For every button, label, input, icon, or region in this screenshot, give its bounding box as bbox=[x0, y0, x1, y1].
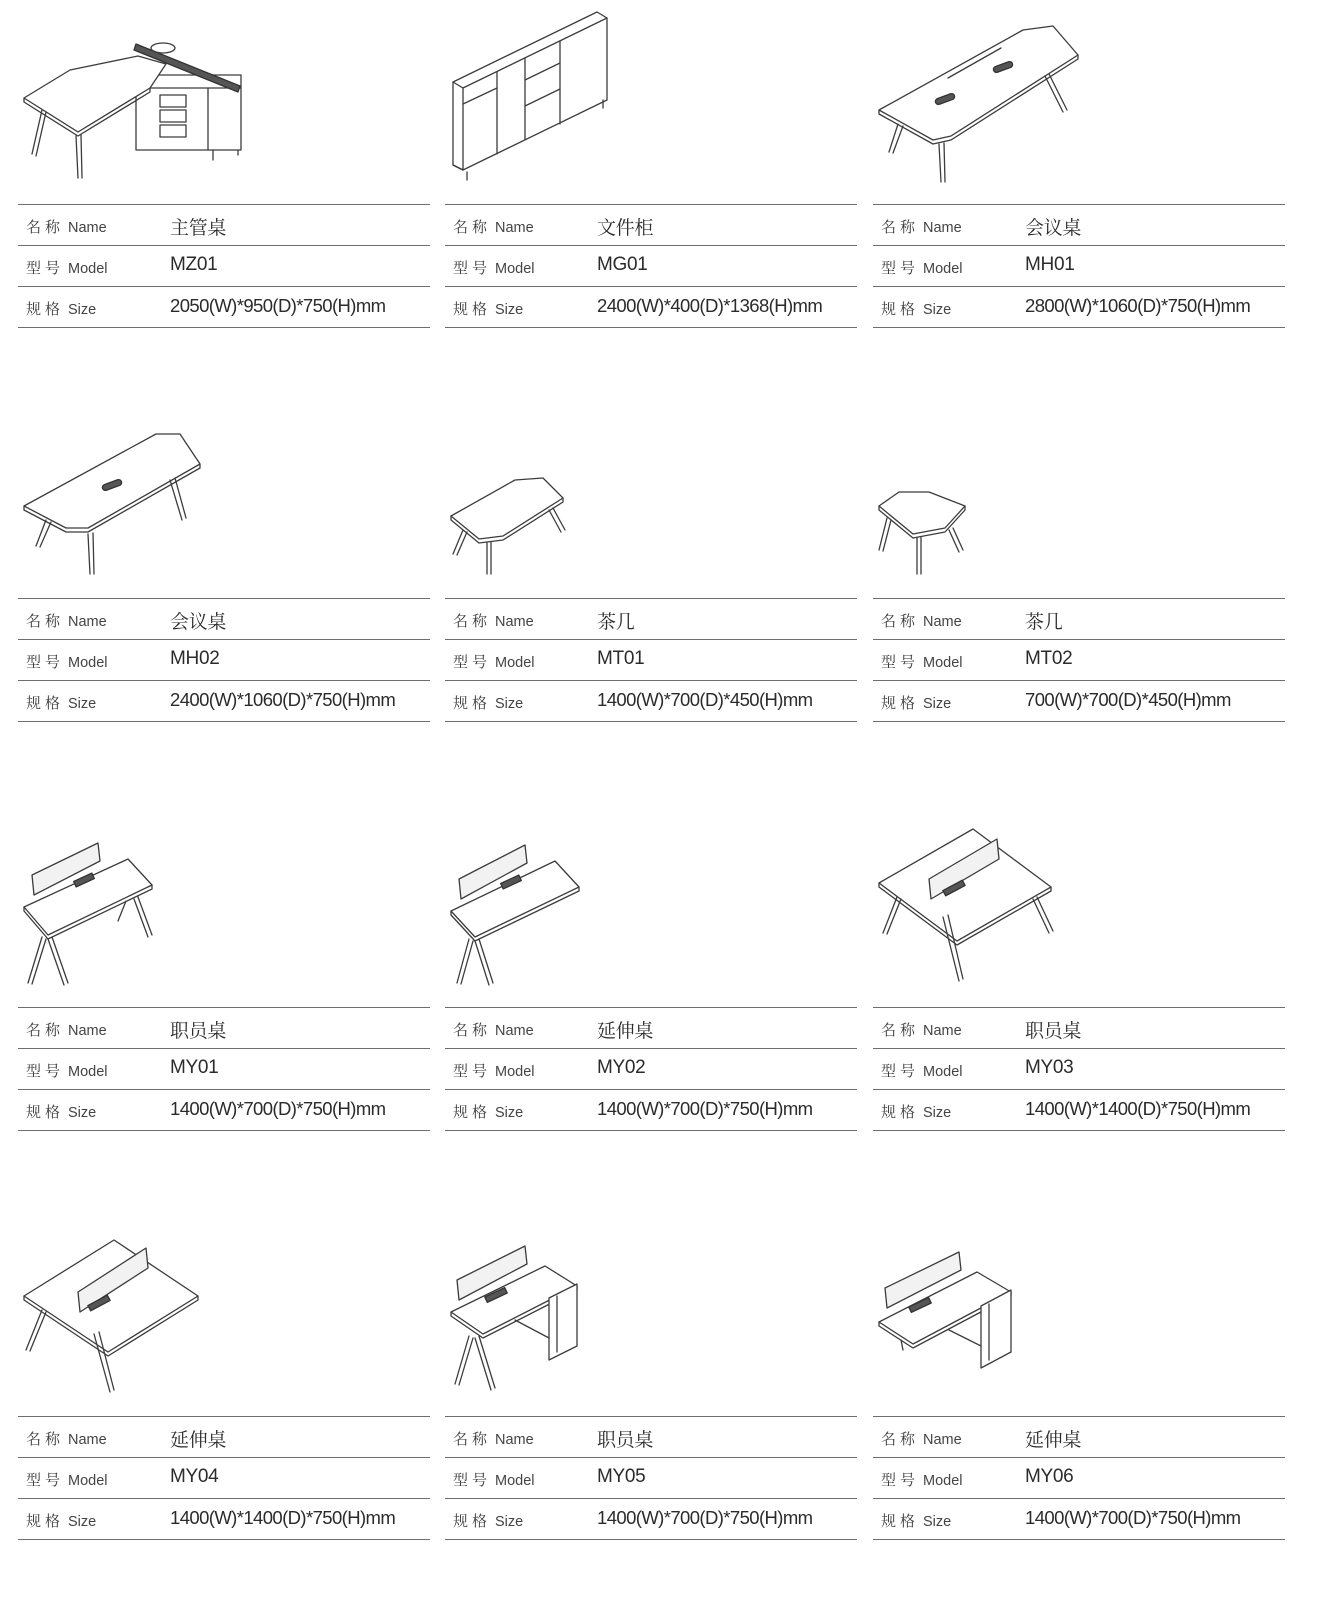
product-size: 1400(W)*700(D)*750(H)mm bbox=[597, 1098, 813, 1119]
product-card bbox=[18, 1212, 430, 1557]
product-card bbox=[445, 1212, 857, 1557]
size-row: 规格 Size 1400(W)*1400(D)*750(H)mm bbox=[18, 1498, 430, 1540]
product-name: 会议桌 bbox=[170, 611, 227, 633]
product-card bbox=[18, 394, 430, 739]
extension-desk-drawing bbox=[445, 803, 857, 1003]
product-model: MT01 bbox=[597, 648, 645, 669]
size-row: 规格 Size 1400(W)*700(D)*750(H)mm bbox=[18, 1089, 430, 1131]
spec-table bbox=[18, 204, 430, 328]
size-row: 规格 Size 1400(W)*1400(D)*750(H)mm bbox=[873, 1089, 1285, 1131]
name-row: 名称 Name 会议桌 bbox=[18, 598, 430, 639]
product-card bbox=[445, 0, 857, 345]
executive-desk-drawing bbox=[18, 0, 430, 200]
product-name: 茶几 bbox=[1025, 611, 1063, 633]
product-model: MY03 bbox=[1025, 1057, 1074, 1078]
product-size: 700(W)*700(D)*450(H)mm bbox=[1025, 689, 1231, 710]
model-row: 型号 Model MH01 bbox=[873, 245, 1285, 286]
product-card bbox=[873, 394, 1285, 739]
product-name: 职员桌 bbox=[1025, 1020, 1082, 1042]
model-row: 型号 Model MY04 bbox=[18, 1457, 430, 1498]
staff-desk-drawing bbox=[18, 803, 430, 1003]
spec-table bbox=[445, 1007, 857, 1131]
spec-table bbox=[445, 598, 857, 722]
extension-desk-with-pedestal-drawing bbox=[873, 1212, 1285, 1412]
size-row: 规格 Size 2800(W)*1060(D)*750(H)mm bbox=[873, 286, 1285, 328]
coffee-table-drawing bbox=[873, 394, 1285, 594]
model-row: 型号 Model MY06 bbox=[873, 1457, 1285, 1498]
product-model: MY05 bbox=[597, 1466, 646, 1487]
product-name: 职员桌 bbox=[597, 1429, 654, 1451]
name-row: 名称 Name 主管桌 bbox=[18, 204, 430, 245]
double-staff-desk-drawing bbox=[873, 803, 1285, 1003]
spec-table bbox=[18, 598, 430, 722]
product-model: MY04 bbox=[170, 1466, 219, 1487]
name-row: 名称 Name 延伸桌 bbox=[18, 1416, 430, 1457]
name-row: 名称 Name 茶几 bbox=[445, 598, 857, 639]
product-size: 1400(W)*1400(D)*750(H)mm bbox=[1025, 1098, 1251, 1119]
name-row: 名称 Name 职员桌 bbox=[18, 1007, 430, 1048]
file-cabinet-drawing bbox=[445, 0, 857, 200]
product-card bbox=[445, 394, 857, 739]
spec-table bbox=[873, 1007, 1285, 1131]
size-row: 规格 Size 1400(W)*700(D)*750(H)mm bbox=[445, 1498, 857, 1540]
spec-table bbox=[445, 1416, 857, 1540]
model-row: 型号 Model MG01 bbox=[445, 245, 857, 286]
product-size: 2400(W)*1060(D)*750(H)mm bbox=[170, 689, 396, 710]
model-row: 型号 Model MZ01 bbox=[18, 245, 430, 286]
product-card bbox=[873, 1212, 1285, 1557]
product-card bbox=[873, 803, 1285, 1148]
size-row: 规格 Size 1400(W)*700(D)*750(H)mm bbox=[445, 1089, 857, 1131]
product-size: 1400(W)*700(D)*450(H)mm bbox=[597, 689, 813, 710]
product-model: MG01 bbox=[597, 254, 648, 275]
product-name: 延伸桌 bbox=[170, 1429, 227, 1451]
name-row: 名称 Name 会议桌 bbox=[873, 204, 1285, 245]
product-card bbox=[445, 803, 857, 1148]
product-size: 2400(W)*400(D)*1368(H)mm bbox=[597, 295, 823, 316]
name-row: 名称 Name 职员桌 bbox=[445, 1416, 857, 1457]
product-size: 2050(W)*950(D)*750(H)mm bbox=[170, 295, 386, 316]
size-row: 规格 Size 2400(W)*400(D)*1368(H)mm bbox=[445, 286, 857, 328]
spec-table bbox=[18, 1007, 430, 1131]
product-name: 职员桌 bbox=[170, 1020, 227, 1042]
product-size: 1400(W)*700(D)*750(H)mm bbox=[597, 1507, 813, 1528]
size-row: 规格 Size 1400(W)*700(D)*450(H)mm bbox=[445, 680, 857, 722]
spec-table bbox=[445, 204, 857, 328]
model-row: 型号 Model MY02 bbox=[445, 1048, 857, 1089]
name-row: 名称 Name 茶几 bbox=[873, 598, 1285, 639]
model-row: 型号 Model MH02 bbox=[18, 639, 430, 680]
model-row: 型号 Model MY05 bbox=[445, 1457, 857, 1498]
product-size: 1400(W)*700(D)*750(H)mm bbox=[1025, 1507, 1241, 1528]
model-row: 型号 Model MT01 bbox=[445, 639, 857, 680]
name-row: 名称 Name 延伸桌 bbox=[445, 1007, 857, 1048]
spec-table bbox=[18, 1416, 430, 1540]
staff-desk-with-pedestal-drawing bbox=[445, 1212, 857, 1412]
product-model: MY02 bbox=[597, 1057, 646, 1078]
product-card bbox=[18, 803, 430, 1148]
conference-table-drawing bbox=[873, 0, 1285, 200]
product-model: MH02 bbox=[170, 648, 220, 669]
name-row: 名称 Name 文件柜 bbox=[445, 204, 857, 245]
product-name: 文件柜 bbox=[597, 217, 654, 239]
size-row: 规格 Size 2400(W)*1060(D)*750(H)mm bbox=[18, 680, 430, 722]
spec-table bbox=[873, 204, 1285, 328]
product-card bbox=[18, 0, 430, 345]
product-model: MZ01 bbox=[170, 254, 218, 275]
model-row: 型号 Model MY01 bbox=[18, 1048, 430, 1089]
product-model: MT02 bbox=[1025, 648, 1073, 669]
name-row: 名称 Name 延伸桌 bbox=[873, 1416, 1285, 1457]
product-name: 延伸桌 bbox=[597, 1020, 654, 1042]
product-name: 会议桌 bbox=[1025, 217, 1082, 239]
double-extension-desk-drawing bbox=[18, 1212, 430, 1412]
product-model: MY01 bbox=[170, 1057, 219, 1078]
size-row: 规格 Size 1400(W)*700(D)*750(H)mm bbox=[873, 1498, 1285, 1540]
product-name: 主管桌 bbox=[170, 217, 227, 239]
product-size: 1400(W)*700(D)*750(H)mm bbox=[170, 1098, 386, 1119]
model-row: 型号 Model MY03 bbox=[873, 1048, 1285, 1089]
size-row: 规格 Size 2050(W)*950(D)*750(H)mm bbox=[18, 286, 430, 328]
spec-table bbox=[873, 598, 1285, 722]
spec-table bbox=[873, 1416, 1285, 1540]
product-model: MH01 bbox=[1025, 254, 1075, 275]
coffee-table-drawing bbox=[445, 394, 857, 594]
product-model: MY06 bbox=[1025, 1466, 1074, 1487]
name-row: 名称 Name 职员桌 bbox=[873, 1007, 1285, 1048]
product-name: 茶几 bbox=[597, 611, 635, 633]
product-size: 2800(W)*1060(D)*750(H)mm bbox=[1025, 295, 1251, 316]
conference-table-drawing bbox=[18, 394, 430, 594]
product-card bbox=[873, 0, 1285, 345]
size-row: 规格 Size 700(W)*700(D)*450(H)mm bbox=[873, 680, 1285, 722]
product-size: 1400(W)*1400(D)*750(H)mm bbox=[170, 1507, 396, 1528]
model-row: 型号 Model MT02 bbox=[873, 639, 1285, 680]
product-name: 延伸桌 bbox=[1025, 1429, 1082, 1451]
